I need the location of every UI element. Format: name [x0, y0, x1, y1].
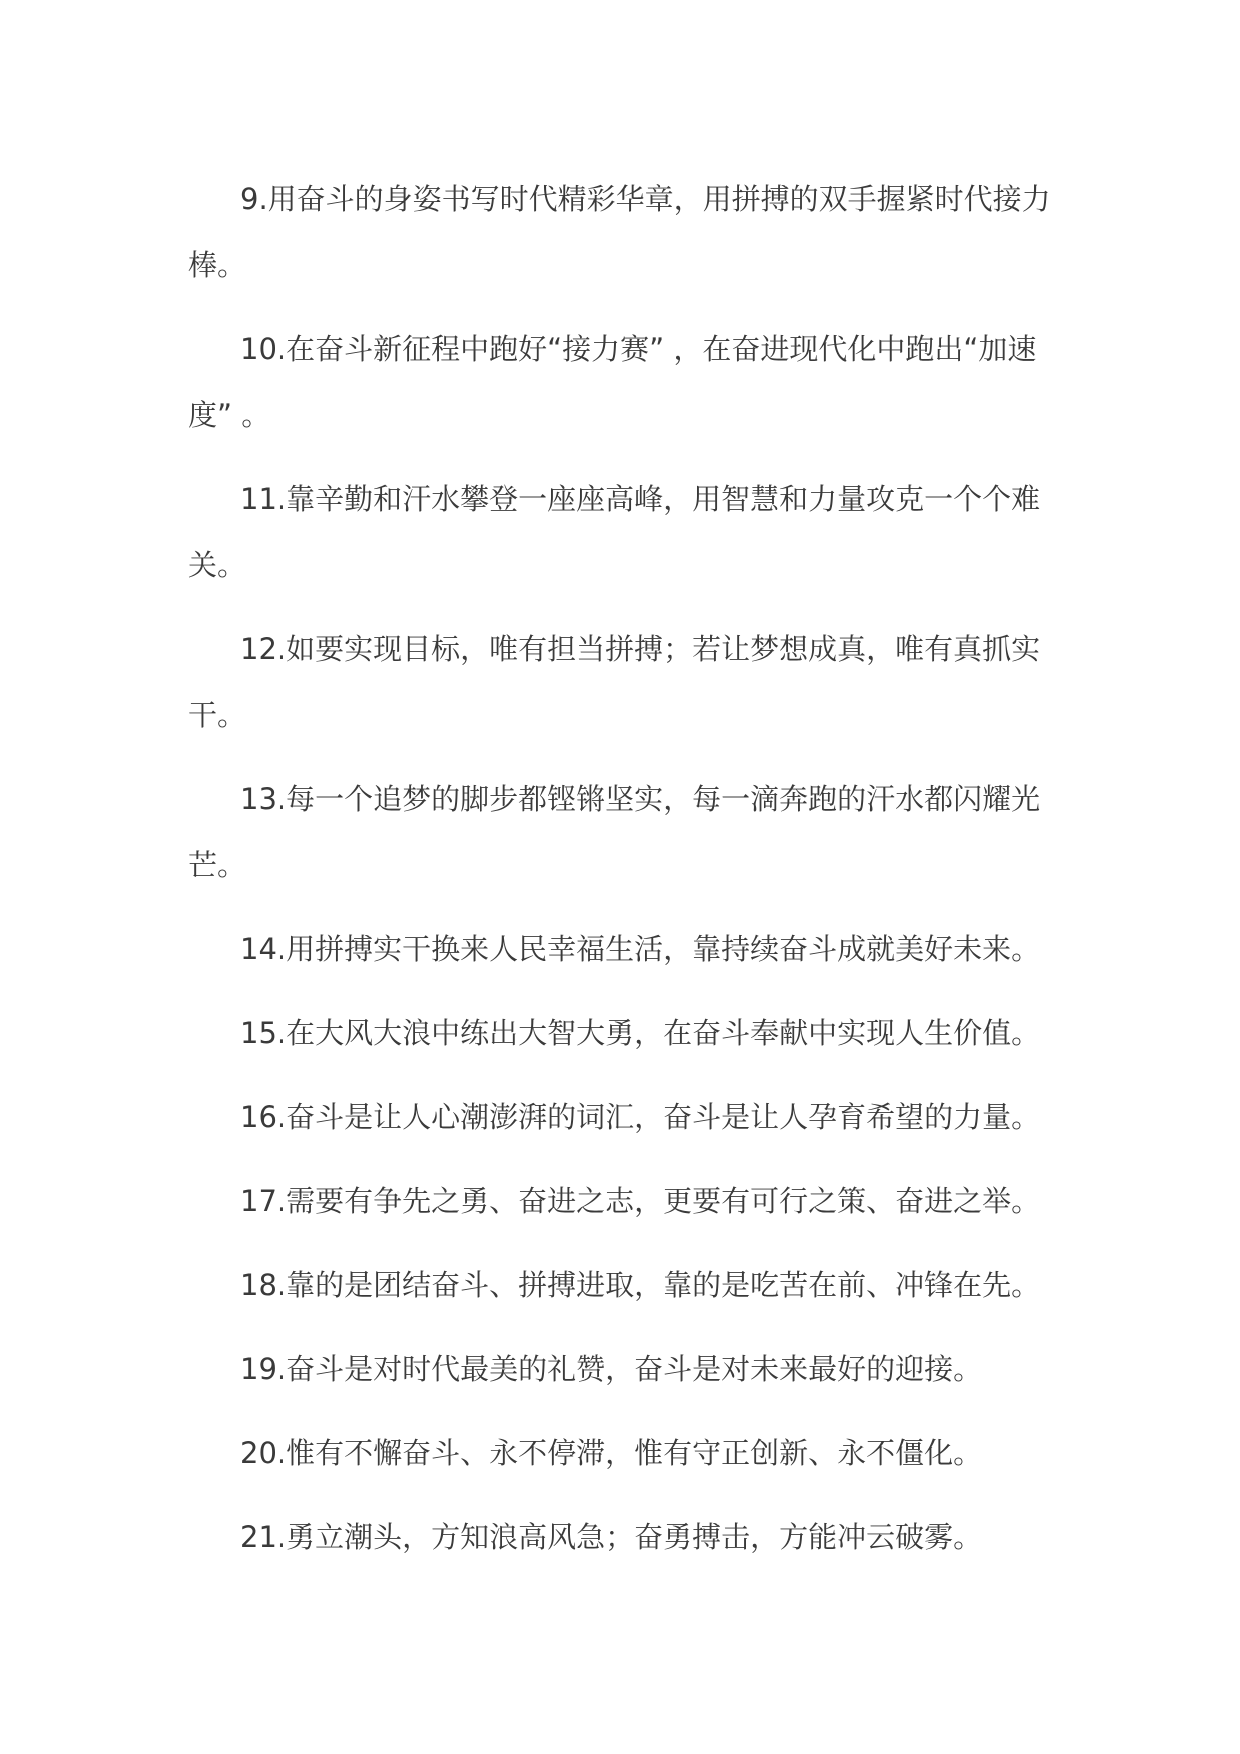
- paragraph-10: 10.在奋斗新征程中跑好“接力赛” ，在奋进现代化中跑出“加速度” 。: [188, 332, 1037, 432]
- paragraph-18: 18.靠的是团结奋斗、拼搏进取，靠的是吃苦在前、冲锋在先。: [240, 1268, 1041, 1302]
- paragraph-9: 9.用奋斗的身姿书写时代精彩华章，用拼搏的双手握紧时代接力棒。: [188, 182, 1051, 282]
- paragraph-13: 13.每一个追梦的脚步都铿锵坚实，每一滴奔跑的汗水都闪耀光芒。: [188, 782, 1041, 882]
- paragraph-20: 20.惟有不懈奋斗、永不停滞，惟有守正创新、永不僵化。: [240, 1436, 983, 1470]
- paragraph-14: 14.用拼搏实干换来人民幸福生活，靠持续奋斗成就美好未来。: [240, 932, 1041, 966]
- paragraph-17: 17.需要有争先之勇、奋进之志，更要有可行之策、奋进之举。: [240, 1184, 1041, 1218]
- paragraph-16: 16.奋斗是让人心潮澎湃的词汇，奋斗是让人孕育希望的力量。: [240, 1100, 1041, 1134]
- paragraph-15: 15.在大风大浪中练出大智大勇，在奋斗奉献中实现人生价值。: [240, 1016, 1041, 1050]
- paragraph-19: 19.奋斗是对时代最美的礼赞，奋斗是对未来最好的迎接。: [240, 1352, 983, 1386]
- paragraph-11: 11.靠辛勤和汗水攀登一座座高峰，用智慧和力量攻克一个个难关。: [188, 482, 1041, 582]
- document-body: [188, 166, 1058, 1588]
- paragraph-12: 12.如要实现目标，唯有担当拼搏；若让梦想成真，唯有真抓实干。: [188, 632, 1041, 732]
- paragraph-21: 21.勇立潮头，方知浪高风急；奋勇搏击，方能冲云破雾。: [240, 1520, 983, 1554]
